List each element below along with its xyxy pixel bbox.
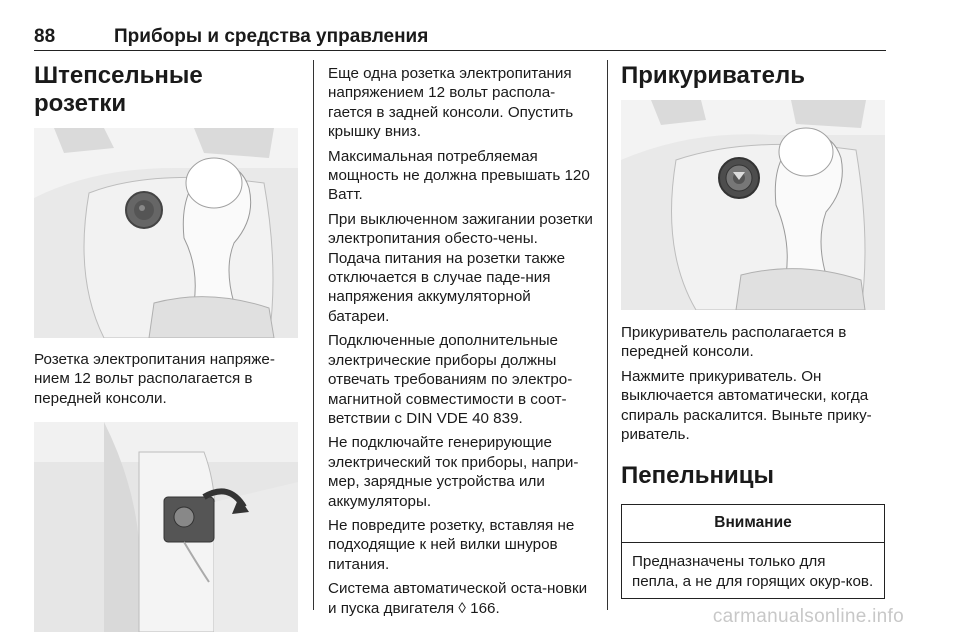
paragraph: Не повредите розетку, вставляя не подходящие к ней вилки шнуров питания. [328, 516, 575, 573]
paragraph: Еще одна розетка электропитания напряжением 12 вольт распола-гается в задней консоли. Опустить крышку вниз. [328, 65, 574, 141]
paragraph: Подключенные дополнительные электрические приборы должны отвечать требованиям по электро-магнитной совместимости в соот-ветствии с DIN VDE 40 839. [328, 332, 573, 427]
paragraph: Максимальная потребляемая мощность не должна превышать 120 Ватт. [328, 147, 590, 204]
page-reference-icon: ◊ [458, 599, 466, 617]
figure-caption: Розетка электропитания напряже-нием 12 вольт располагается в передней консоли. [34, 351, 275, 407]
paragraph: Нажмите прикуриватель. Он выключается автоматически, когда спираль раскалится. Выньте прику-риватель. [621, 367, 872, 444]
column-divider [313, 60, 314, 610]
page-header [34, 26, 886, 51]
watermark: carmanualsonline.info [712, 606, 904, 627]
paragraph-with-reference [328, 579, 594, 618]
rear-socket-figure [34, 422, 298, 632]
section-heading-ashtrays: Пепельницы [621, 462, 774, 490]
right-column [621, 62, 885, 599]
notice-title: Внимание [622, 505, 884, 543]
running-title: Приборы и средства управления [114, 26, 429, 47]
page-reference-link[interactable]: 166. [470, 599, 500, 617]
paragraph-text: Система автоматической оста-новки и пуска двигателя [328, 580, 588, 617]
page-number: 88 [34, 26, 56, 47]
notice-body: Предназначены только для пепла, а не для горящих окур-ков. [632, 553, 874, 590]
section-heading-lighter: Прикуриватель [621, 62, 806, 89]
section-heading-sockets: Штепсельные розетки [34, 62, 203, 117]
paragraph: Прикуриватель располагается в передней консоли. [621, 324, 847, 361]
cigarette-lighter-figure [621, 100, 885, 310]
paragraph: При выключенном зажигании розетки электропитания обесто-чены. Подача питания на розетки также отключается в случае паде-ния напряжения аккумуляторной батареи. [328, 210, 593, 325]
left-column [34, 62, 298, 632]
column-divider [607, 60, 608, 610]
front-socket-figure [34, 128, 298, 338]
paragraph: Не подключайте генерирующие электрический ток приборы, напри-мер, зарядные устройства или аккумуляторы. [328, 434, 579, 510]
notice-box [621, 504, 885, 599]
middle-column [328, 64, 594, 623]
